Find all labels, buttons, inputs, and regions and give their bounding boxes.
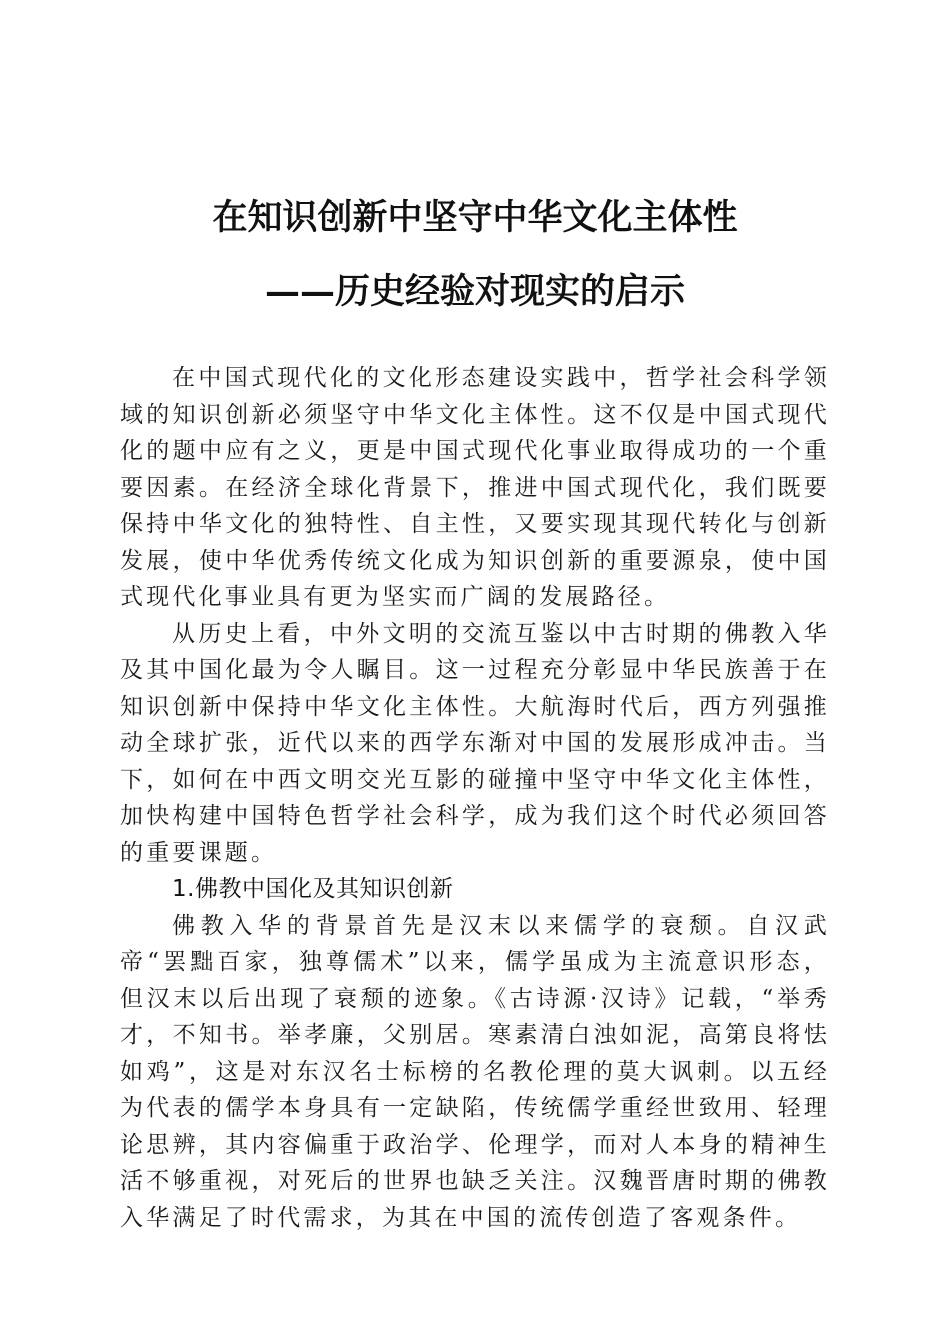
document-title: 在知识创新中坚守中华文化主体性	[212, 197, 738, 238]
document-body	[120, 360, 830, 1236]
body-paragraph: 佛教入华的背景首先是汉末以来儒学的衰颓。自汉武帝“罢黜百家，独尊儒术”以来，儒学虽成为主流意识形态，但汉末以后出现了衰颓的迹象。《古诗源·汉诗》记载，“举秀才，不知书。举孝廉，父别居。寒素清白浊如泥，高第良将怯如鸡”，这是对东汉名士标榜的名教伦理的莫大讽刺。以五经为代表的儒学本身具有一定缺陷，传统儒学重经世致用、轻理论思辨，其内容偏重于政治学、伦理学，而对人本身的精神生活不够重视，对死后的世界也缺乏关注。汉魏晋唐时期的佛教入华满足了时代需求，为其在中国的流传创造了客观条件。	[120, 912, 830, 1231]
body-paragraph: 从历史上看，中外文明的交流互鉴以中古时期的佛教入华及其中国化最为令人瞩目。这一过程充分彰显中华民族善于在知识创新中保持中华文化主体性。大航海时代后，西方列强推动全球扩张，近代以来的西学东渐对中国的发展形成冲击。当下，如何在中西文明交光互影的碰撞中坚守中华文化主体性，加快构建中国特色哲学社会科学，成为我们这个时代必须回答的重要课题。	[120, 620, 830, 866]
body-paragraph: 在中国式现代化的文化形态建设实践中，哲学社会科学领域的知识创新必须坚守中华文化主体性。这不仅是中国式现代化的题中应有之义，更是中国式现代化事业取得成功的一个重要因素。在经济全球化背景下，推进中国式现代化，我们既要保持中华文化的独特性、自主性，又要实现其现代转化与创新发展，使中华优秀传统文化成为知识创新的重要源泉，使中国式现代化事业具有更为坚实而广阔的发展路径。	[120, 365, 830, 610]
section-heading: 1.佛教中国化及其知识创新	[172, 876, 454, 902]
document-subtitle: ——历史经验对现实的启示	[264, 271, 685, 312]
